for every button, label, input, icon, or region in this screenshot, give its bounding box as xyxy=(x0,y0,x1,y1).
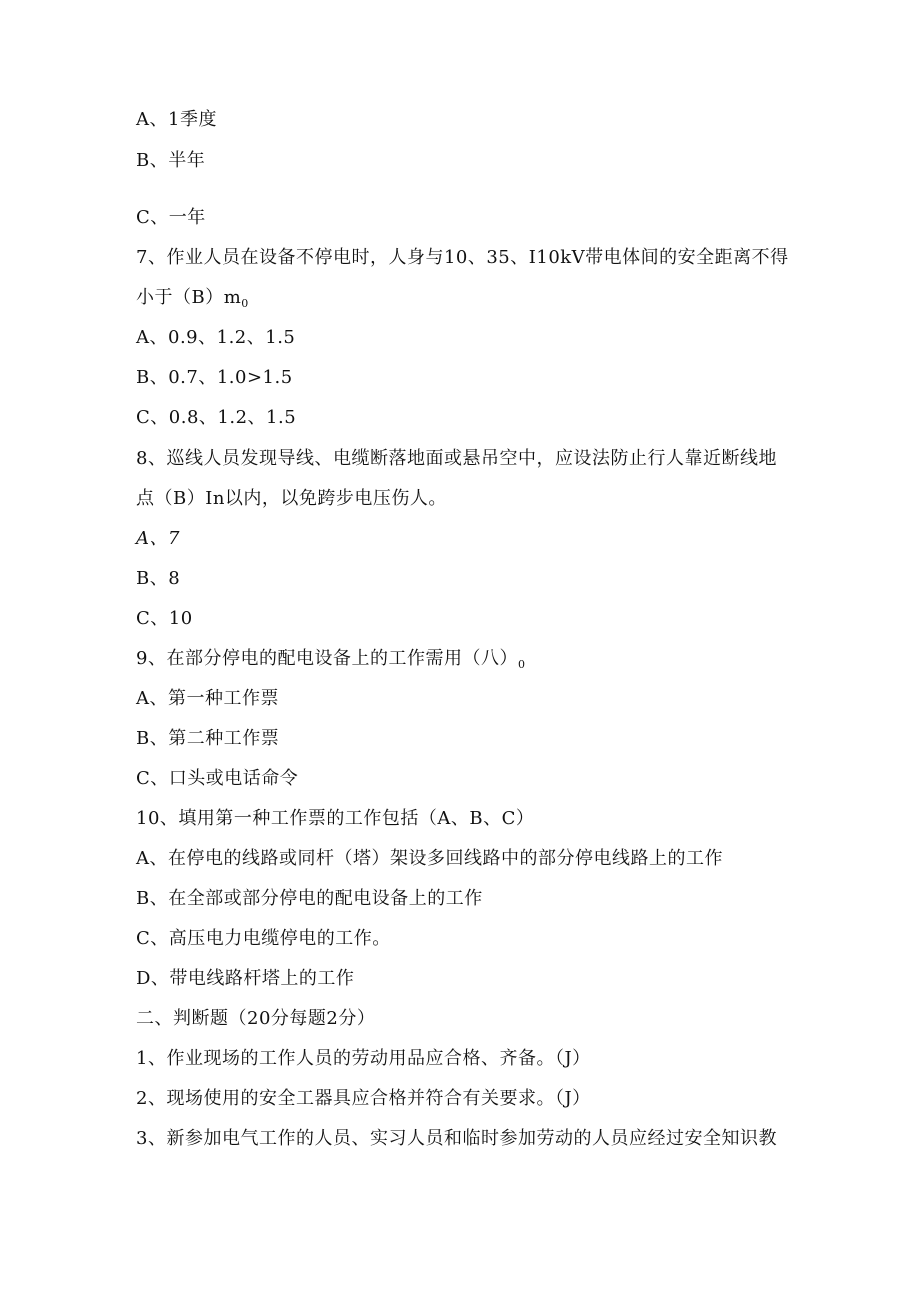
q7-question-line2-text: 小于（B）m xyxy=(136,287,242,308)
q7-subscript: 0 xyxy=(241,297,249,310)
q10-option-d: D、带电线路杆塔上的工作 xyxy=(136,968,355,989)
q9-option-c: C、口头或电话命令 xyxy=(136,768,299,789)
q8-question-line1: 8、巡线人员发现导线、电缆断落地面或悬吊空中，应设法防止行人靠近断线地 xyxy=(136,448,777,469)
q7-question-line1: 7、作业人员在设备不停电时，人身与10、35、I10kV带电体间的安全距离不得 xyxy=(136,247,789,268)
q8-option-b: B、8 xyxy=(136,568,181,589)
q10-option-b: B、在全部或部分停电的配电设备上的工作 xyxy=(136,888,483,909)
q6-option-c: C、一年 xyxy=(136,207,206,228)
section-heading-judgment: 二、判断题（20分每题2分） xyxy=(136,1008,376,1029)
q10-option-a: A、在停电的线路或同杆（塔）架设多回线路中的部分停电线路上的工作 xyxy=(136,848,723,869)
q8-question-line2: 点（B）In以内，以免跨步电压伤人。 xyxy=(136,488,447,509)
judgment-item-3: 3、新参加电气工作的人员、实习人员和临时参加劳动的人员应经过安全知识教 xyxy=(136,1128,777,1149)
q7-question-line2 xyxy=(136,286,249,316)
q7-option-c: C、0.8、1.2、1.5 xyxy=(136,407,297,428)
q9-question xyxy=(136,647,525,677)
q9-question-text: 9、在部分停电的配电设备上的工作需用（八） xyxy=(136,648,518,669)
q7-option-b: B、0.7、1.0>1.5 xyxy=(136,367,293,388)
q7-option-a: A、0.9、1.2、1.5 xyxy=(136,327,296,348)
q10-question: 10、填用第一种工作票的工作包括（A、B、C） xyxy=(136,808,535,829)
q9-option-a: A、第一种工作票 xyxy=(136,688,279,709)
q9-subscript: 0 xyxy=(517,658,526,671)
q9-option-b: B、第二种工作票 xyxy=(136,728,280,749)
judgment-item-2: 2、现场使用的安全工器具应合格并符合有关要求。（J） xyxy=(136,1088,591,1109)
q10-option-c: C、高压电力电缆停电的工作。 xyxy=(136,928,391,949)
q6-option-a: A、1季度 xyxy=(136,109,217,130)
q8-option-a: A、7 xyxy=(136,528,180,549)
q6-option-b: B、半年 xyxy=(136,150,206,171)
q8-option-c: C、10 xyxy=(136,608,193,629)
judgment-item-1: 1、作业现场的工作人员的劳动用品应合格、齐备。（J） xyxy=(136,1048,591,1069)
